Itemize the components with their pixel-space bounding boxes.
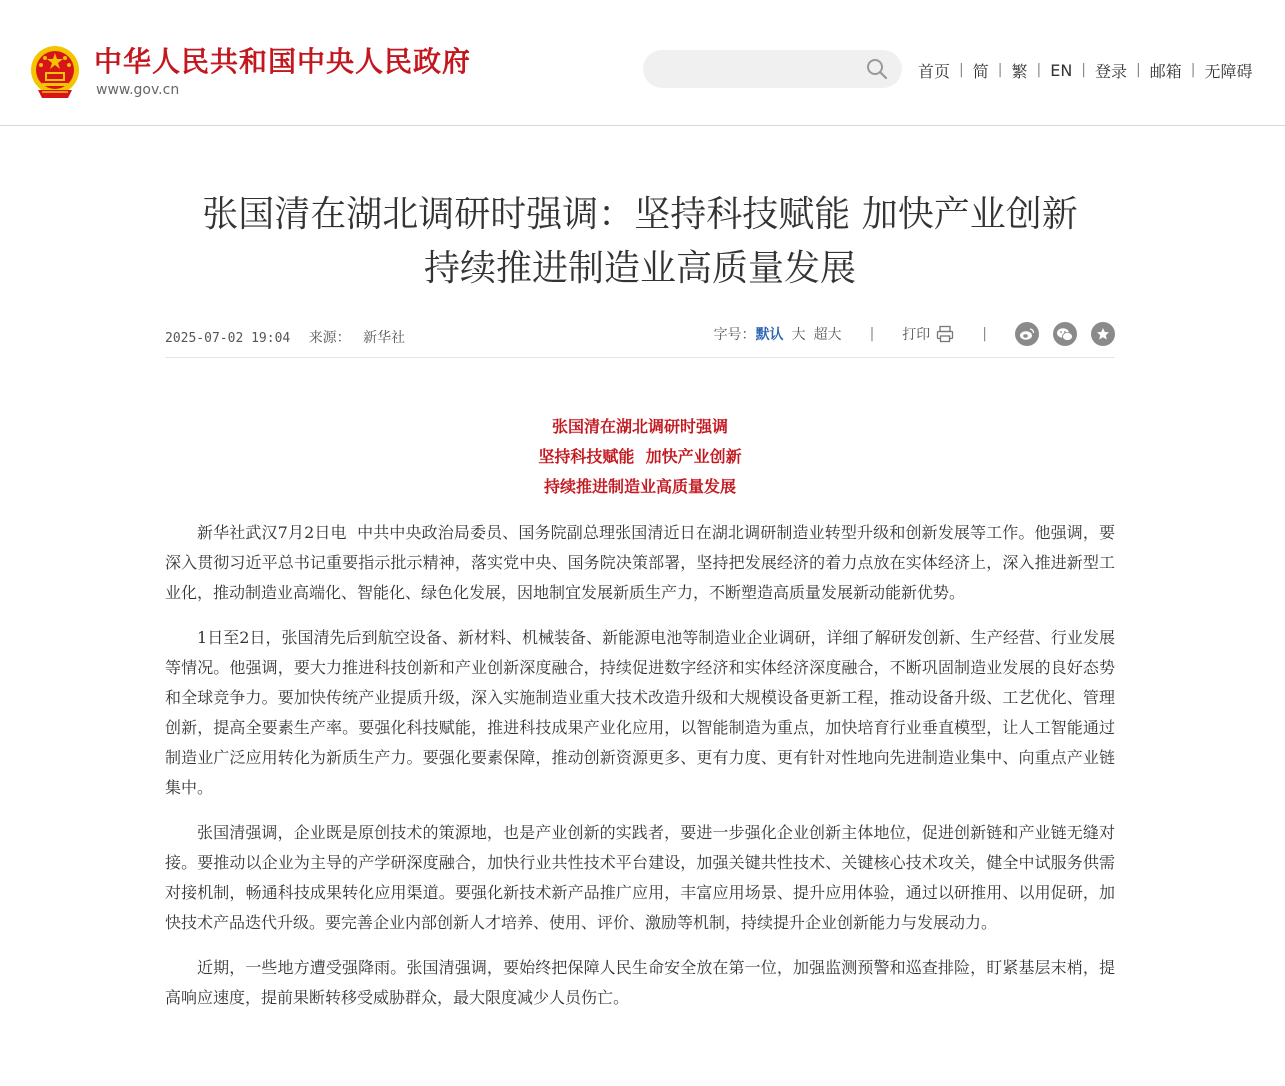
body-paragraph: 张国清强调，企业既是原创技术的策源地，也是产业创新的实践者，要进一步强化企业创新主体地位，促进创新链和产业链无缝对接。要推动以企业为主导的产学研深度融合，加快行业共性技术平台建设，加强关键共性技术、关键核心技术攻关，健全中试服务供需对接机制，畅通科技成果转化应用渠道。要强化新技术新产品推广应用，丰富应用场景、提升应用体验，通过以研推用、以用促研，加快技术产品迭代升级。要完善企业内部创新人才培养、使用、评价、激励等机制，持续提升企业创新能力与发展动力。 <box>165 823 1115 932</box>
publish-date: 2025-07-02 19:04 <box>165 331 291 346</box>
search-icon[interactable] <box>866 58 888 80</box>
share-wechat-button[interactable] <box>1053 322 1077 346</box>
share-weibo-button[interactable] <box>1015 322 1039 346</box>
article-meta <box>165 318 1115 358</box>
nav-separator: | <box>1190 62 1196 78</box>
article-subheadline <box>165 412 1115 502</box>
nav-traditional-link[interactable]: 繁 <box>1011 61 1028 81</box>
meta-separator: | <box>869 326 875 342</box>
meta-tools <box>714 320 1115 348</box>
nav-separator: | <box>1136 62 1141 78</box>
nav-simplified-link[interactable]: 简 <box>972 61 989 81</box>
search-input[interactable] <box>643 50 902 88</box>
font-size-xlarge-option[interactable]: 超大 <box>813 327 842 343</box>
subheadline-line: 持续推进制造业高质量发展 <box>543 477 736 496</box>
body-paragraph: 近期，一些地方遭受强降雨。张国清强调，要始终把保障人民生命安全放在第一位，加强监测预警和巡查排险，盯紧基层末梢，提高响应速度，提前果断转移受威胁群众，最大限度减少人员伤亡。 <box>165 958 1115 1007</box>
site-url[interactable]: www.gov.cn <box>96 82 180 98</box>
nav-separator: | <box>1036 62 1042 78</box>
subheadline-line: 坚持科技赋能 加快产业创新 <box>538 447 742 466</box>
meta-info <box>165 327 405 347</box>
site-title[interactable]: 中华人民共和国中央人民政府 <box>94 45 472 78</box>
nav-separator: | <box>959 62 964 78</box>
print-button[interactable]: 打印 <box>902 327 931 343</box>
weibo-icon <box>1019 327 1035 341</box>
body-paragraph: 1日至2日，张国清先后到航空设备、新材料、机械装备、新能源电池等制造业企业调研，详细了解研发创新、生产经营、行业发展等情况。他强调，要大力推进科技创新和产业创新深度融合，持续促进数字经济和实体经济深度融合，不断巩固制造业发展的良好态势和全球竞争力。要加快传统产业提质升级，深入实施制造业重大技术改造升级和大规模设备更新工程，推动设备升级、工艺优化、管理创新，提高全要素生产率。要强化科技赋能，推进科技成果产业化应用，以智能制造为重点，加快培育行业垂直模型，让人工智能通过制造业广泛应用转化为新质生产力。要强化要素保障，推动创新资源更多、更有力度、更有针对性地向先进制造业集中、向重点产业链集中。 <box>165 628 1115 797</box>
national-emblem-icon[interactable] <box>30 44 80 100</box>
share-favorite-button[interactable] <box>1091 322 1115 346</box>
nav-login-link[interactable]: 登录 <box>1095 61 1128 81</box>
source-name: 新华社 <box>363 330 406 346</box>
wechat-icon <box>1056 327 1074 342</box>
nav-separator: | <box>1081 62 1086 78</box>
font-size-label: 字号： <box>713 327 756 343</box>
nav-accessibility-link[interactable]: 无障碍 <box>1204 61 1253 81</box>
top-nav <box>918 60 1252 80</box>
body-paragraph: 新华社武汉7月2日电 中共中央政治局委员、国务院副总理张国清近日在湖北调研制造业转型升级和创新发展等工作。他强调，要深入贯彻习近平总书记重要指示批示精神，落实党中央、国务院决策部署，坚持把发展经济的着力点放在实体经济上，深入推进新型工业化，推动制造业高端化、智能化、绿色化发展，因地制宜发展新质生产力，不断塑造高质量发展新动能新优势。 <box>165 523 1115 602</box>
nav-home-link[interactable]: 首页 <box>918 61 951 81</box>
nav-english-link[interactable]: EN <box>1050 60 1073 80</box>
print-icon[interactable] <box>936 325 954 343</box>
article-body <box>165 518 1115 1028</box>
subheadline-line: 张国清在湖北调研时强调 <box>551 417 728 436</box>
article-title <box>165 188 1115 296</box>
site-header <box>0 0 1285 126</box>
article-title-line2: 持续推进制造业高质量发展 <box>423 248 856 289</box>
nav-separator: | <box>997 62 1003 78</box>
source-label: 来源： <box>308 330 351 346</box>
favorite-icon <box>1096 327 1110 341</box>
nav-mail-link[interactable]: 邮箱 <box>1149 61 1182 81</box>
font-size-default-option[interactable]: 默认 <box>755 327 784 343</box>
article-title-line1: 张国清在湖北调研时强调：坚持科技赋能 加快产业创新 <box>202 194 1078 235</box>
meta-separator: | <box>982 326 987 342</box>
font-size-large-option[interactable]: 大 <box>791 327 806 343</box>
